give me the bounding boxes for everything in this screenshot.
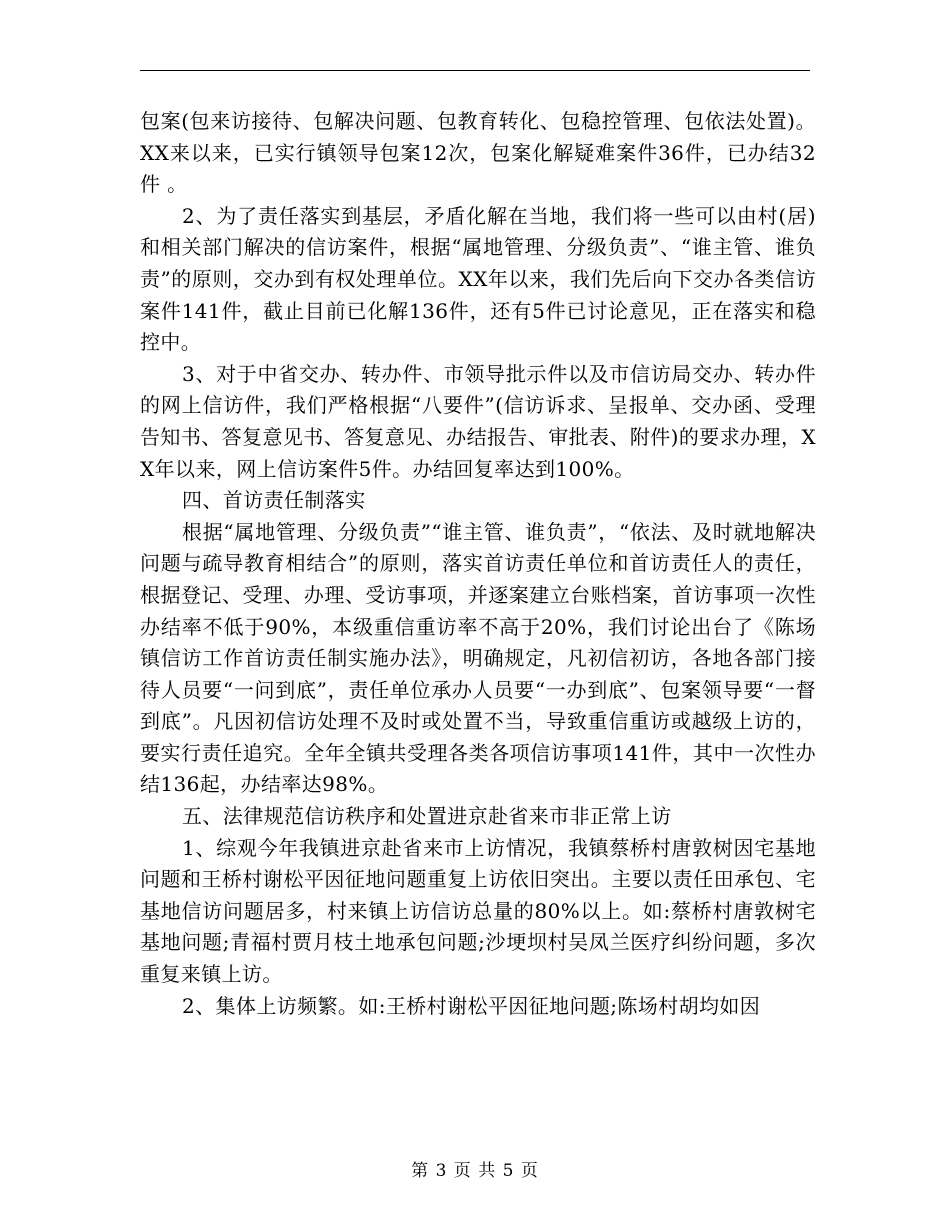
paragraph: 2、为了责任落实到基层，矛盾化解在当地，我们将一些可以由村(居)和相关部门解决的信访案件，根据“属地管理、分级负责”、“谁主管、谁负责”的原则，交办到有权处理单位。XX年以来，我们先后向下交办各类信访案件141件，截止目前已化解136件，还有5件已讨论意见，正在落实和稳控中。 <box>140 203 816 355</box>
paragraph: 2、集体上访频繁。如:王桥村谢松平因征地问题;陈场村胡均如因 <box>182 993 761 1018</box>
section-heading: 四、首访责任制落实 <box>182 488 366 513</box>
paragraph: 1、综观今年我镇进京赴省来市上访情况，我镇蔡桥村唐敦树因宅基地问题和王桥村谢松平因征地问题重复上访依旧突出。主要以责任田承包、宅基地信访问题居多，村来镇上访信访总量的80%以上。如:蔡桥村唐敦树宅基地问题;青福村贾月枝土地承包问题;沙埂坝村吴凤兰医疗纠纷问题，多次重复来镇上访。 <box>140 835 816 987</box>
section-heading: 五、法律规范信访秩序和处置进京赴省来市非正常上访 <box>182 804 672 829</box>
document-body <box>140 106 816 1022</box>
page-number-footer: 第 3 页 共 5 页 <box>411 1161 539 1181</box>
paragraph: 根据“属地管理、分级负责”“谁主管、谁负责”，“依法、及时就地解决问题与疏导教育相结合”的原则，落实首访责任单位和首访责任人的责任，根据登记、受理、办理、受访事项，并逐案建立台账档案，首访事项一次性办结率不低于90%，本级重信重访率不高于20%，我们讨论出台了《陈场镇信访工作首访责任制实施办法》，明确规定，凡初信初访，各地各部门接待人员要“一问到底”，责任单位承办人员要“一办到底”、包案领导要“一督到底”。凡因初信访处理不及时或处置不当，导致重信重访或越级上访的，要实行责任追究。全年全镇共受理各类各项信访事项141件，其中一次性办结136起，办结率达98%。 <box>140 519 816 797</box>
header-rule <box>140 70 810 71</box>
paragraph: 3、对于中省交办、转办件、市领导批示件以及市信访局交办、转办件的网上信访件，我们严格根据“八要件”(信访诉求、呈报单、交办函、受理告知书、答复意见书、答复意见、办结报告、审批表、附件)的要求办理，XX年以来，网上信访案件5件。办结回复率达到100%。 <box>140 361 816 481</box>
paragraph: 包案(包来访接待、包解决问题、包教育转化、包稳控管理、包依法处置)。XX来以来，已实行镇领导包案12次，包案化解疑难案件36件，已办结32件 。 <box>140 109 816 197</box>
